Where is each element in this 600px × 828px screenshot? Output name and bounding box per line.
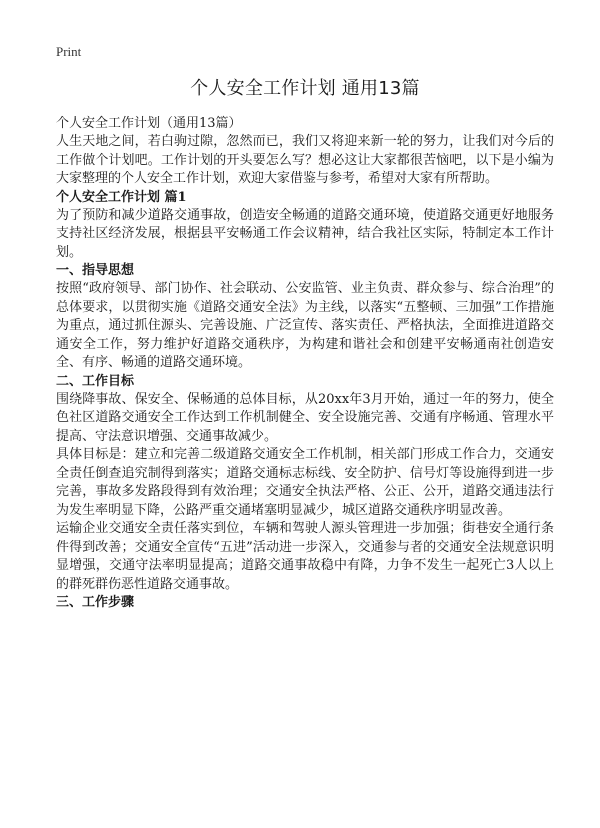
- document-subtitle: 个人安全工作计划（通用13篇）: [56, 116, 242, 131]
- section-1-heading: 一、指导思想: [56, 263, 135, 278]
- intro-paragraph: 人生天地之间，若白驹过隙，忽然而已，我们又将迎来新一轮的努力，让我们对今后的工作做个计划吧。工作计划的开头要怎么写？想必这让大家都很苦恼吧，以下是小编为大家整理的个人安全工作计划，欢迎大家借鉴与参考，希望对大家有所帮助。: [56, 134, 554, 186]
- section-2-paragraph-3: 运输企业交通安全责任落实到位，车辆和驾驶人源头管理进一步加强；街巷安全通行条件得到改善；交通安全宣传“五进”活动进一步深入，交通参与者的交通安全法规意识明显增强，交通守法率明显提高；道路交通事故稳中有降，力争不发生一起死亡3人以上的群死群伤恶性道路交通事故。: [56, 521, 554, 592]
- section-2-heading: 二、工作目标: [56, 373, 135, 389]
- section-2-paragraph-2: 具体目标是：建立和完善二级道路交通安全工作机制，相关部门形成工作合力，交通安全责任倒查追究制得到落实；道路交通标志标线、安全防护、信号灯等设施得到进一步完善，事故多发路段得到有效治理；交通安全执法严格、公正、公开，道路交通违法行为发生率明显下降，公路严重交通堵塞明显减少，城区道路交通秩序明显改善。: [56, 447, 554, 518]
- print-label: Print: [56, 44, 82, 59]
- section-1-paragraph: 按照“政府领导、部门协作、社会联动、公安监管、业主负责、群众参与、综合治理”的总体要求，以贯彻实施《道路交通安全法》为主线，以落实“五整顿、三加强”工作措施为重点，通过抓住源头、完善设施、广泛宣传、落实责任、严格执法，全面推进道路交通安全工作，努力维护好道路交通秩序，为构建和谐社会和创建平安畅通南社创造安全、有序、畅通的道路交通环境。: [56, 281, 554, 370]
- document-title: 个人安全工作计划 通用13篇: [190, 78, 420, 99]
- plan-heading: 个人安全工作计划 篇1: [56, 189, 187, 205]
- section-3-heading: 三、工作步骤: [56, 595, 135, 610]
- plan-intro-paragraph: 为了预防和减少道路交通事故，创造安全畅通的道路交通环境，使道路交通更好地服务支持社区经济发展，根据县平安畅通工作会议精神，结合我社区实际，特制定本工作计划。: [56, 207, 554, 260]
- section-2-paragraph-1: 围绕降事故、保安全、保畅通的总体目标，从20xx年3月开始，通过一年的努力，使全色社区道路交通安全工作达到工作机制健全、安全设施完善、交通有序畅通、管理水平提高、守法意识增强、交通事故减少。: [56, 391, 554, 444]
